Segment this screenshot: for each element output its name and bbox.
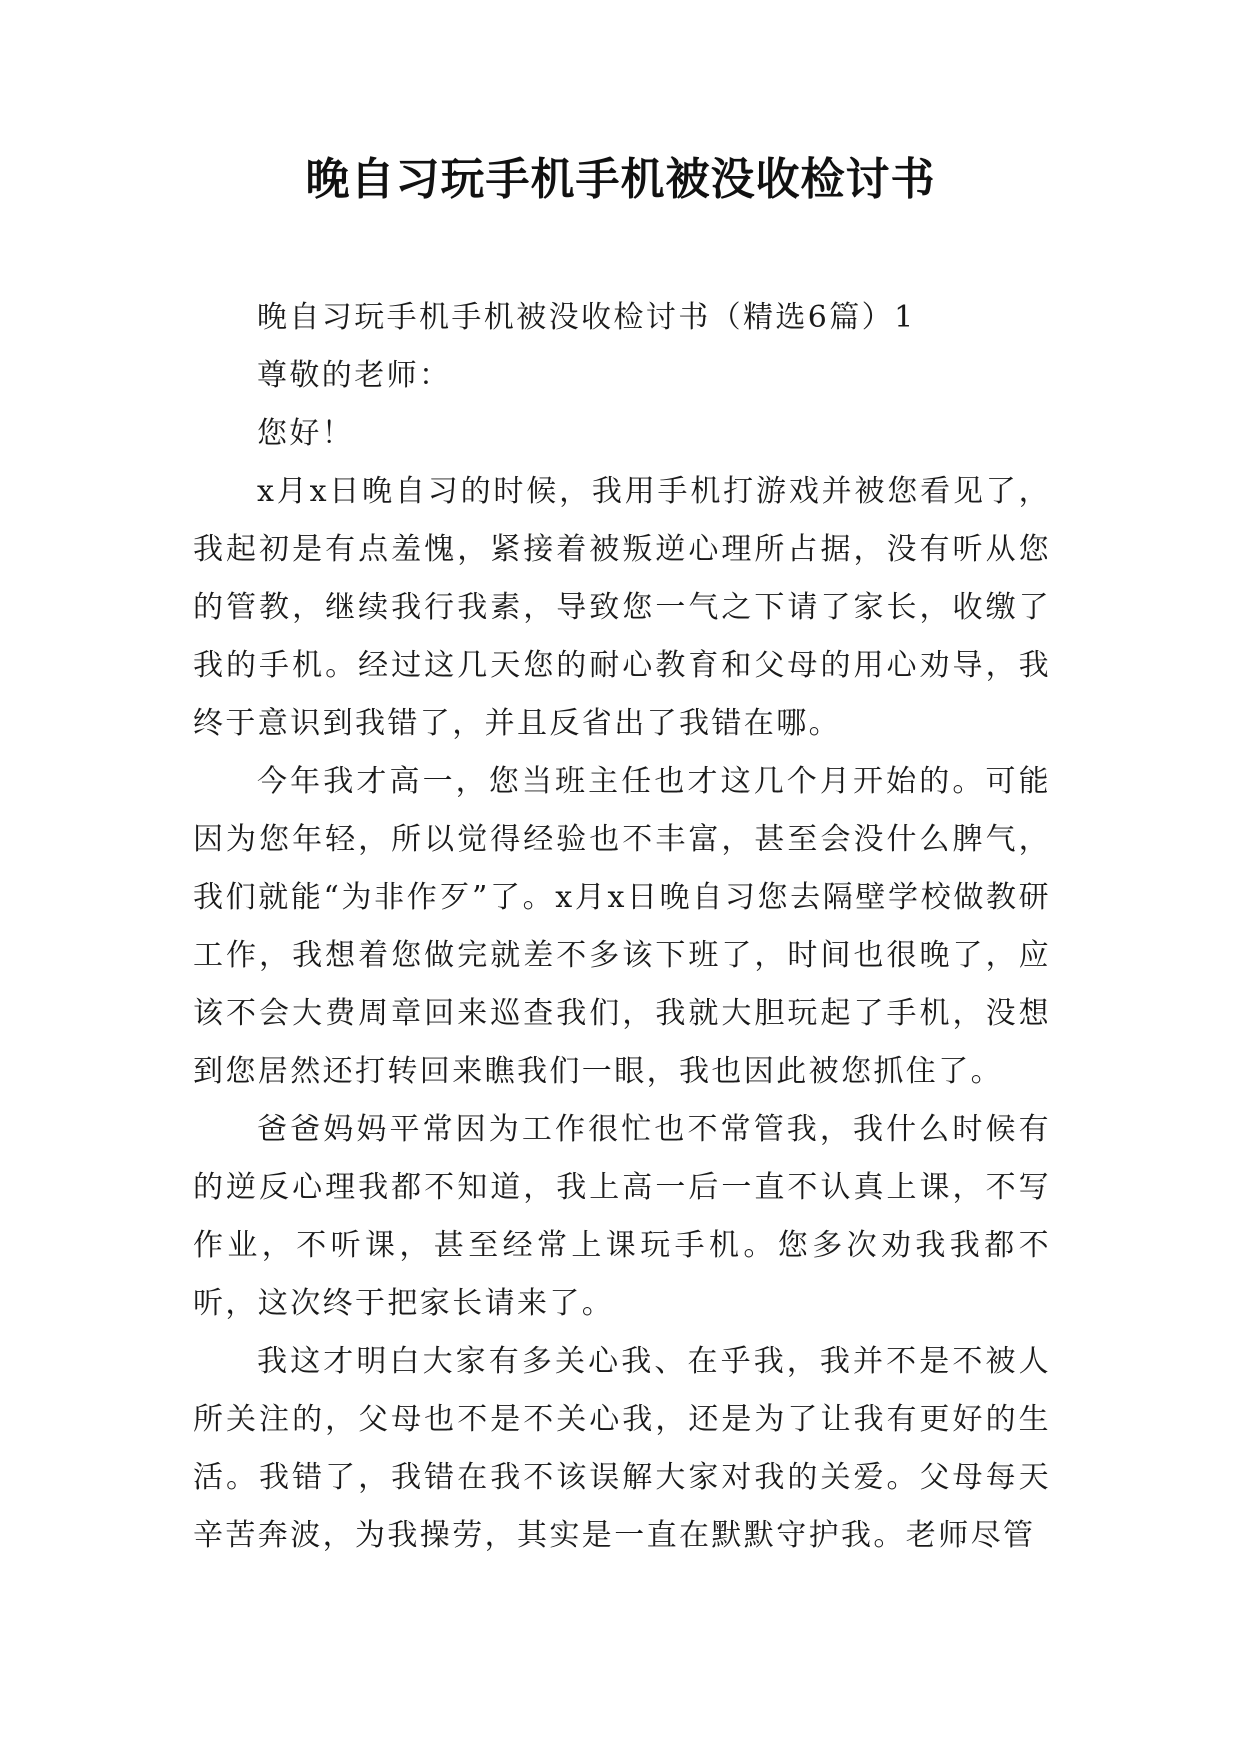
paragraph-body-1: x月x日晚自习的时候，我用手机打游戏并被您看见了，我起初是有点羞愧，紧接着被叛逆心理所占据，没有听从您的管教，继续我行我素，导致您一气之下请了家长，收缴了我的手机。经过这几天您的耐心教育和父母的用心劝导，我终于意识到我错了，并且反省出了我错在哪。	[193, 474, 1051, 741]
paragraph-subtitle: 晚自习玩手机手机被没收检讨书（精选6篇）1	[257, 300, 916, 335]
paragraph-greeting: 您好！	[257, 416, 355, 451]
paragraph-body-3: 爸爸妈妈平常因为工作很忙也不常管我，我什么时候有的逆反心理我都不知道，我上高一后一直不认真上课，不写作业，不听课，甚至经常上课玩手机。您多次劝我我都不听，这次终于把家长请来了。	[193, 1112, 1051, 1321]
paragraph-body-2: 今年我才高一，您当班主任也才这几个月开始的。可能因为您年轻，所以觉得经验也不丰富，甚至会没什么脾气，我们就能“为非作歹”了。x月x日晚自习您去隔壁学校做教研工作，我想着您做完就差不多该下班了，时间也很晚了，应该不会大费周章回来巡查我们，我就大胆玩起了手机，没想到您居然还打转回来瞧我们一眼，我也因此被您抓住了。	[193, 764, 1051, 1089]
paragraph-salutation: 尊敬的老师：	[257, 358, 452, 393]
document-body	[193, 289, 1051, 1565]
paragraph-body-4: 我这才明白大家有多关心我、在乎我，我并不是不被人所关注的，父母也不是不关心我，还是为了让我有更好的生活。我错了，我错在我不该误解大家对我的关爱。父母每天辛苦奔波，为我操劳，其实是一直在默默守护我。老师尽管	[193, 1344, 1051, 1553]
document-title: 晚自习玩手机手机被没收检讨书	[305, 154, 936, 205]
